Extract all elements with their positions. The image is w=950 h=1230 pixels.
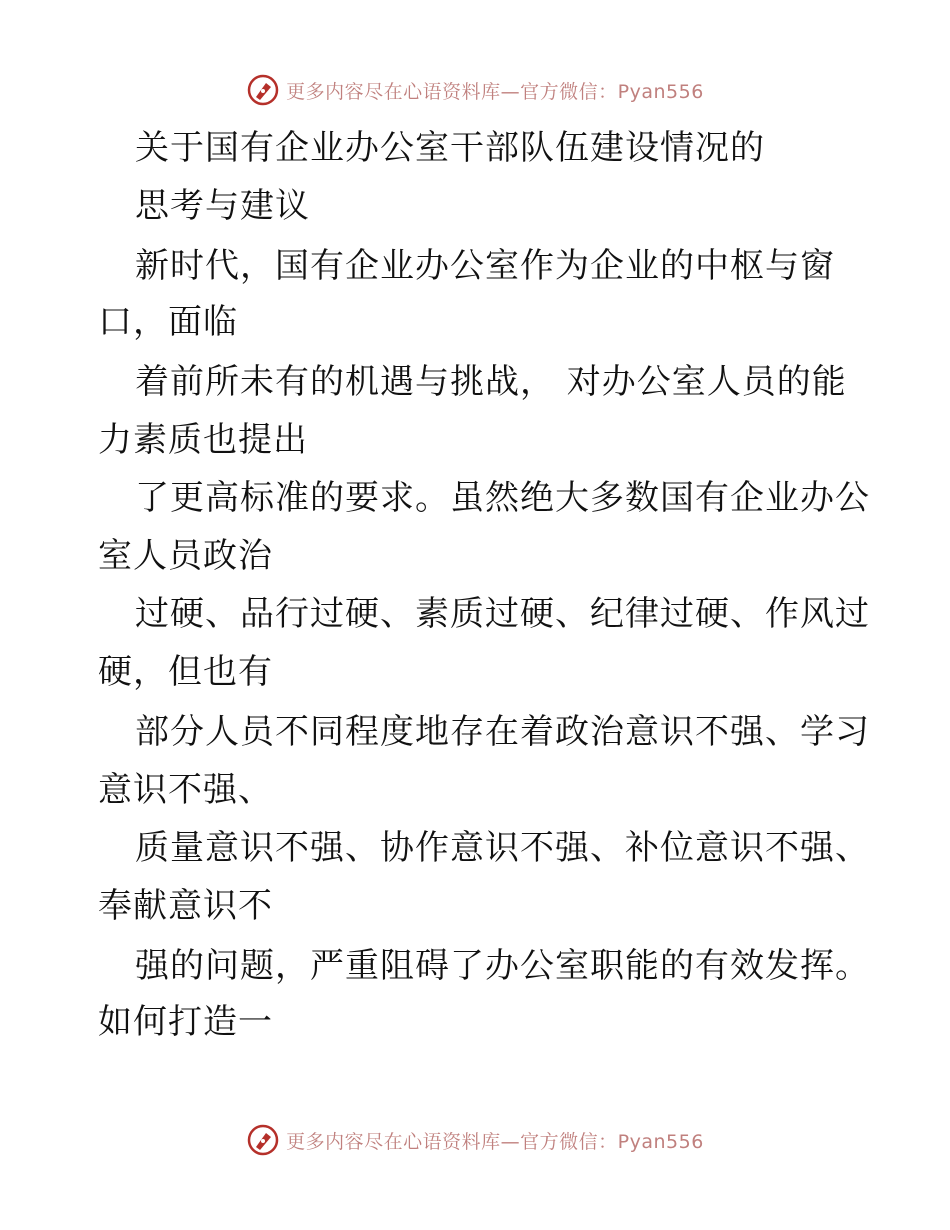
document-title-line-2: 思考与建议 xyxy=(135,186,310,226)
pen-nib-logo-icon xyxy=(246,73,280,107)
body-line: 强的问题，严重阻碍了办公室职能的有效发挥。 xyxy=(135,946,870,986)
watermark-text: 更多内容尽在心语资料库—官方微信：Pyan556 xyxy=(286,1130,704,1153)
body-line: 了更高标准的要求。虽然绝大多数国有企业办公 xyxy=(135,478,870,518)
body-line: 口，面临 xyxy=(98,302,238,342)
body-line: 意识不强、 xyxy=(98,770,273,810)
watermark-text: 更多内容尽在心语资料库—官方微信：Pyan556 xyxy=(286,80,704,103)
body-line: 新时代，国有企业办公室作为企业的中枢与窗 xyxy=(135,246,835,286)
body-line: 部分人员不同程度地存在着政治意识不强、学习 xyxy=(135,712,870,752)
body-line: 力素质也提出 xyxy=(98,420,308,460)
pen-nib-logo-icon xyxy=(246,1123,280,1157)
body-line: 如何打造一 xyxy=(98,1002,273,1042)
document-title-line-1: 关于国有企业办公室干部队伍建设情况的 xyxy=(135,128,765,168)
body-line: 室人员政治 xyxy=(98,536,273,576)
body-line: 质量意识不强、协作意识不强、补位意识不强、 xyxy=(135,828,870,868)
body-line: 硬，但也有 xyxy=(98,652,273,692)
watermark-banner-top xyxy=(0,70,950,110)
body-line: 着前所未有的机遇与挑战， 对办公室人员的能 xyxy=(135,362,847,402)
watermark-banner-bottom xyxy=(0,1120,950,1160)
body-line: 奉献意识不 xyxy=(98,886,273,926)
body-line: 过硬、品行过硬、素质过硬、纪律过硬、作风过 xyxy=(135,594,870,634)
